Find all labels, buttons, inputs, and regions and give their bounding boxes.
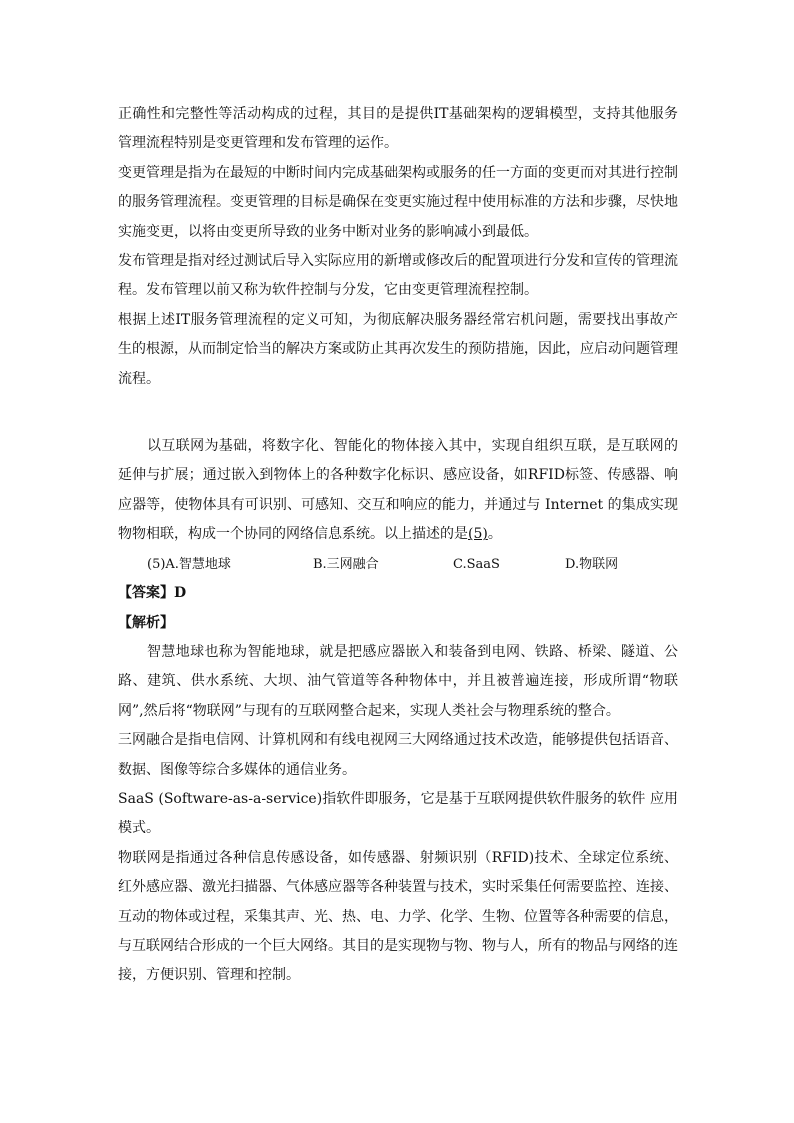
analysis-label: 【解析】 [118,614,174,631]
answer-value: D [174,585,187,602]
option-a: (5)A.智慧地球 [147,556,231,572]
prev-paragraph-4: 根据上述IT服务管理流程的定义可知，为彻底解决服务器经常宕机问题，需要找出事故产生的根源，从而制定恰当的解决方案或防止其再次发生的预防措施，因此，应启动问题管理流程。 [118,311,678,387]
prev-paragraph-3: 发布管理是指对经过测试后导入实际应用的新增或修改后的配置项进行分发和宣传的管理流程。发布管理以前又称为软件控制与分发，它由变更管理流程控制。 [118,253,678,299]
prev-paragraph-2: 变更管理是指为在最短的中断时间内完成基础架构或服务的任一方面的变更而对其进行控制的服务管理流程。变更管理的目标是确保在变更实施过程中使用标准的方法和步骤，尽快地实施变更，以将由变更所导致的业务中断对业务的影响减小到最低。 [118,164,678,240]
option-b: B.三网融合 [313,556,379,572]
analysis-paragraph-4: 物联网是指通过各种信息传感设备，如传感器、射频识别（RFID)技术、全球定位系统、红外感应器、激光扫描器、气体感应器等各种装置与技术，实时采集任何需要监控、连接、互动的物体或过程，采集其声、光、热、电、力学、化学、生物、位置等各种需要的信息，与互联网结合形成的一个巨大网络。其目的是实现物与物、物与人，所有的物品与网络的连接，方便识别、管理和控制。 [118,849,678,984]
document-page [118,100,678,991]
options-row [118,550,678,579]
section-gap [118,394,678,432]
question-end: 。 [487,526,502,543]
option-c: C.SaaS [453,556,500,572]
answer-line [118,579,678,608]
analysis-paragraph-2: 三网融合是指电信网、计算机网和有线电视网三大网络通过技术改造，能够提供包括语音、数据、图像等综合多媒体的通信业务。 [118,732,678,778]
question-text: 以互联网为基础，将数字化、智能化的物体接入其中，实现自组织互联，是互联网的延伸与扩展；通过嵌入到物体上的各种数字化标识、感应设备，如RFID标签、传感器、响应器等，使物体具有可识别、可感知、交互和响应的能力，并通过与 Internet 的集成实现物物相联，构成一个协同的网络信息系统。以上描述的是 [118,438,678,543]
analysis-paragraph-3: SaaS (Software-as-a-service)指软件即服务，它是基于互联网提供软件服务的软件 应用模式。 [118,790,678,837]
answer-label: 【答案】 [118,585,174,602]
prev-paragraph-1: 正确性和完整性等活动构成的过程，其目的是提供IT基础架构的逻辑模型，支持其他服务管理流程特别是变更管理和发布管理的运作。 [118,106,678,152]
question-stem [118,432,678,550]
question-blank: (5) [468,526,488,543]
option-d: D.物联网 [565,556,619,572]
analysis-paragraph-1: 智慧地球也称为智能地球，就是把感应器嵌入和装备到电网、铁路、桥梁、隧道、公路、建筑、供水系统、大坝、油气管道等各种物体中，并且被普遍连接，形成所谓“物联网”,然后将“物联网”与现有的互联网整合起来，实现人类社会与物理系统的整合。 [118,643,678,719]
